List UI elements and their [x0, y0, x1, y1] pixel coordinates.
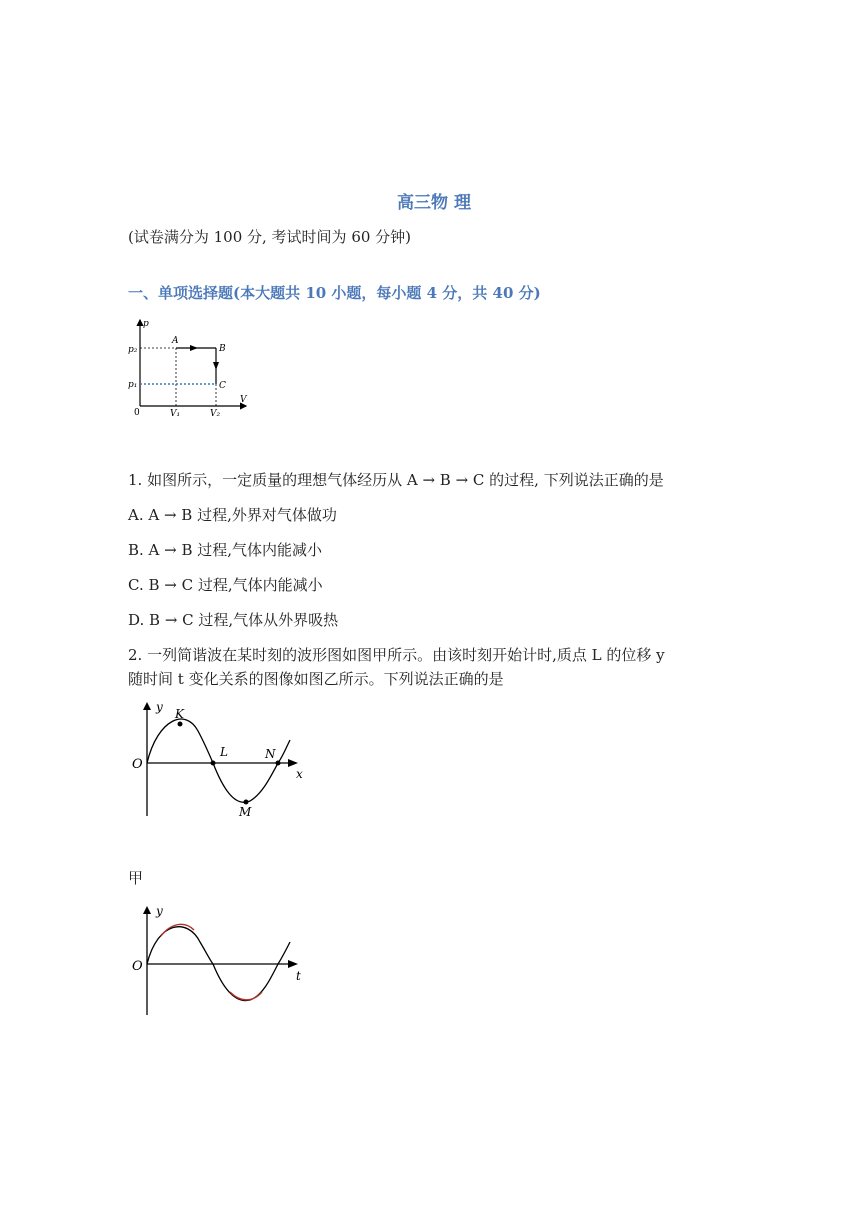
- page-title: 高三物 理: [397, 193, 471, 213]
- origin-label: O: [132, 757, 143, 772]
- question-1-stem: 1. 如图所示，一定质量的理想气体经历从 A → B → C 的过程, 下列说法正确的是: [128, 471, 664, 489]
- exam-info: (试卷满分为 100 分, 考试时间为 60 分钟): [128, 228, 412, 246]
- point-b-label: B: [219, 344, 226, 354]
- y-axis-label: y: [156, 904, 163, 918]
- arrow-ab-icon: [190, 345, 198, 351]
- p2-label: p₂: [128, 345, 138, 355]
- wave-graph-jia: [128, 698, 318, 823]
- l-label: L: [220, 745, 228, 759]
- t-axis-label: t: [296, 969, 301, 983]
- v1-label: V₁: [170, 409, 181, 419]
- y-axis-arrow-icon: [143, 702, 151, 710]
- arrow-bc-icon: [213, 362, 219, 370]
- point-k: [178, 722, 183, 727]
- point-a-label: A: [172, 336, 179, 346]
- point-m: [244, 800, 249, 805]
- point-l: [211, 761, 216, 766]
- curve-fall: [213, 942, 290, 1001]
- q1-option-c: C. B → C 过程,气体内能减小: [128, 576, 323, 594]
- question-2-stem-line1: 2. 一列简谐波在某时刻的波形图如图甲所示。由该时刻开始计时,质点 L 的位移 y: [128, 646, 665, 664]
- y-axis-arrow-icon: [143, 906, 151, 914]
- q1-option-b: B. A → B 过程,气体内能减小: [128, 541, 323, 559]
- v2-label: V₂: [210, 409, 221, 419]
- v-axis-label: V: [240, 395, 247, 405]
- section-heading: 一、单项选择题(本大题共 10 小题，每小题 4 分，共 40 分): [128, 284, 541, 302]
- t-axis-arrow-icon: [288, 960, 298, 968]
- m-label: M: [239, 805, 252, 819]
- p-axis-label: p: [143, 319, 149, 329]
- curve-rise: [147, 927, 213, 964]
- q1-option-a: A. A → B 过程,外界对气体做功: [128, 506, 337, 524]
- k-label: K: [175, 707, 184, 721]
- y-axis-label: y: [156, 700, 163, 714]
- point-c-label: C: [219, 381, 226, 391]
- figure-label-jia: 甲: [128, 869, 144, 887]
- x-axis-arrow-icon: [288, 759, 298, 767]
- curve-trough-red: [230, 992, 262, 1000]
- vibration-graph-yi: [128, 900, 318, 1020]
- x-axis-label: x: [296, 767, 303, 781]
- question-2-stem-line2: 随时间 t 变化关系的图像如图乙所示。下列说法正确的是: [128, 670, 504, 688]
- point-n: [276, 761, 281, 766]
- p1-label: p₁: [128, 380, 138, 390]
- origin-label: O: [132, 959, 143, 974]
- origin-label: 0: [134, 408, 140, 418]
- pv-diagram: [128, 312, 258, 422]
- q1-option-d: D. B → C 过程,气体从外界吸热: [128, 611, 339, 629]
- n-label: N: [265, 747, 276, 761]
